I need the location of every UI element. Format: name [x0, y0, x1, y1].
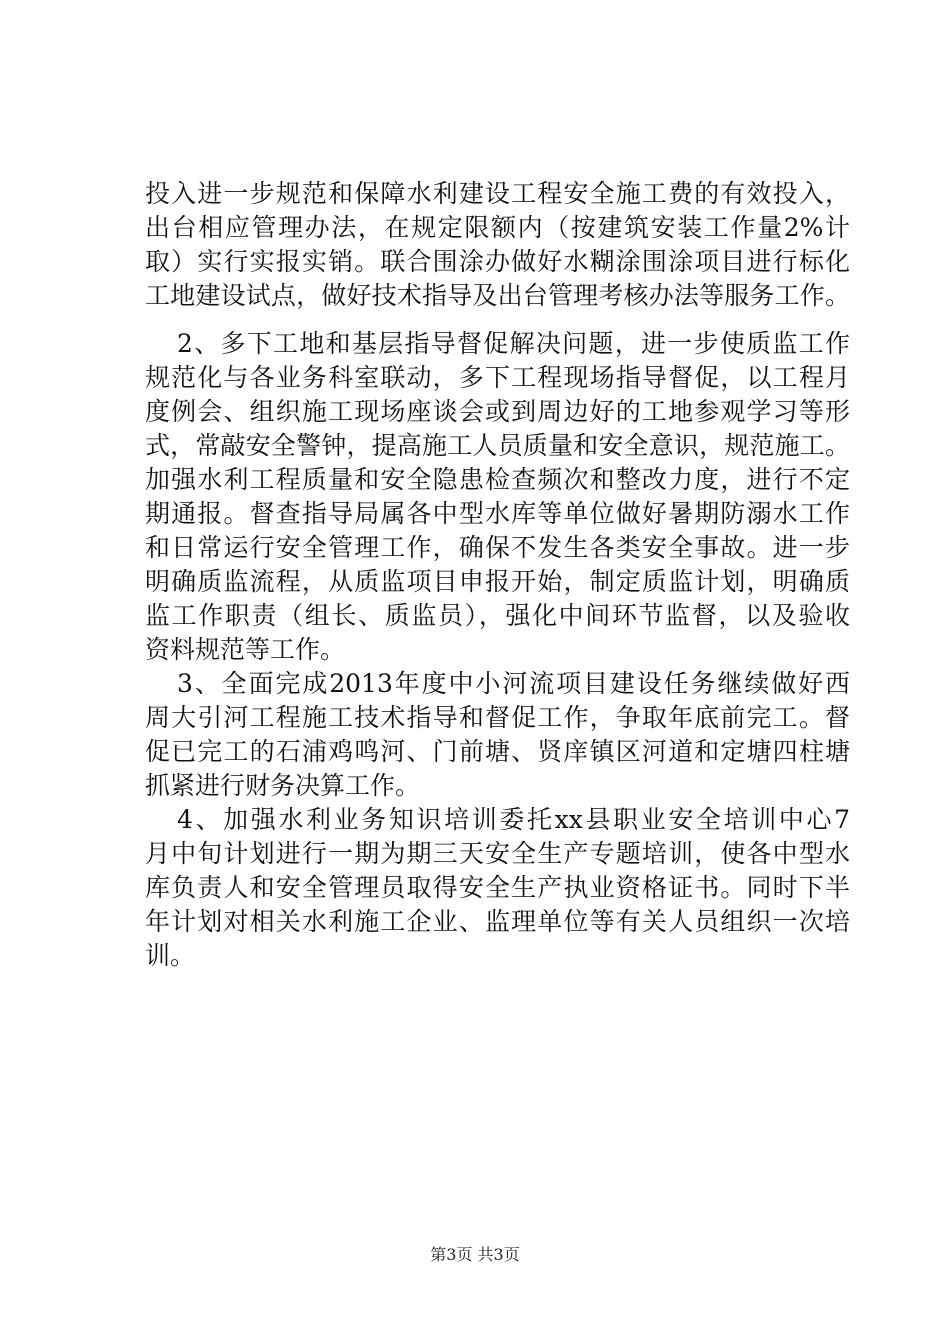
- paragraph-3-line-2: 周大引河工程施工技术指导和督促工作，争取年底前完工。督: [145, 703, 850, 732]
- paragraph-2-line-6: 期通报。督查指导局属各中型水库等单位做好暑期防溺水工作: [145, 499, 850, 528]
- paragraph-2-line-5: 加强水利工程质量和安全隐患检查频次和整改力度，进行不定: [145, 465, 850, 494]
- paragraph-4-line-1: 4、加强水利业务知识培训委托xx县职业安全培训中心7: [177, 805, 850, 834]
- paragraph-2-line-3: 度例会、组织施工现场座谈会或到周边好的工地参观学习等形: [145, 397, 850, 426]
- paragraph-1-line-3: 取）实行实报实销。联合围涂办做好水糊涂围涂项目进行标化: [145, 247, 850, 276]
- paragraph-4-line-3: 库负责人和安全管理员取得安全生产执业资格证书。同时下半: [145, 873, 850, 902]
- paragraph-2-line-1: 2、多下工地和基层指导督促解决问题，进一步使质监工作: [177, 329, 850, 358]
- paragraph-4-line-4: 年计划对相关水利施工企业、监理单位等有关人员组织一次培: [145, 907, 850, 936]
- paragraph-3-line-1: 3、全面完成2013年度中小河流项目建设任务继续做好西: [177, 669, 850, 698]
- paragraph-1-line-1: 投入进一步规范和保障水利建设工程安全施工费的有效投入，: [145, 179, 850, 208]
- paragraph-1-line-4: 工地建设试点，做好技术指导及出台管理考核办法等服务工作。: [145, 281, 850, 310]
- paragraph-3-line-3: 促已完工的石浦鸡鸣河、门前塘、贤庠镇区河道和定塘四柱塘: [145, 737, 850, 766]
- paragraph-3-line-4: 抓紧进行财务决算工作。: [145, 771, 421, 800]
- paragraph-2-line-2: 规范化与各业务科室联动，多下工程现场指导督促，以工程月: [145, 363, 850, 392]
- paragraph-1-line-2: 出台相应管理办法，在规定限额内（按建筑安装工作量2%计: [145, 213, 850, 242]
- paragraph-4-line-2: 月中旬计划进行一期为期三天安全生产专题培训，使各中型水: [145, 839, 850, 868]
- paragraph-2-line-9: 监工作职责（组长、质监员），强化中间环节监督，以及验收: [145, 601, 850, 630]
- page-number-footer: 第3页 共3页: [430, 1245, 520, 1264]
- paragraph-2-line-8: 明确质监流程，从质监项目申报开始，制定质监计划，明确质: [145, 567, 850, 596]
- paragraph-2-line-7: 和日常运行安全管理工作，确保不发生各类安全事故。进一步: [145, 533, 850, 562]
- paragraph-2-line-4: 式，常敲安全警钟，提高施工人员质量和安全意识，规范施工。: [145, 431, 850, 460]
- paragraph-2-line-10: 资料规范等工作。: [145, 635, 346, 664]
- paragraph-4-line-5: 训。: [145, 941, 196, 970]
